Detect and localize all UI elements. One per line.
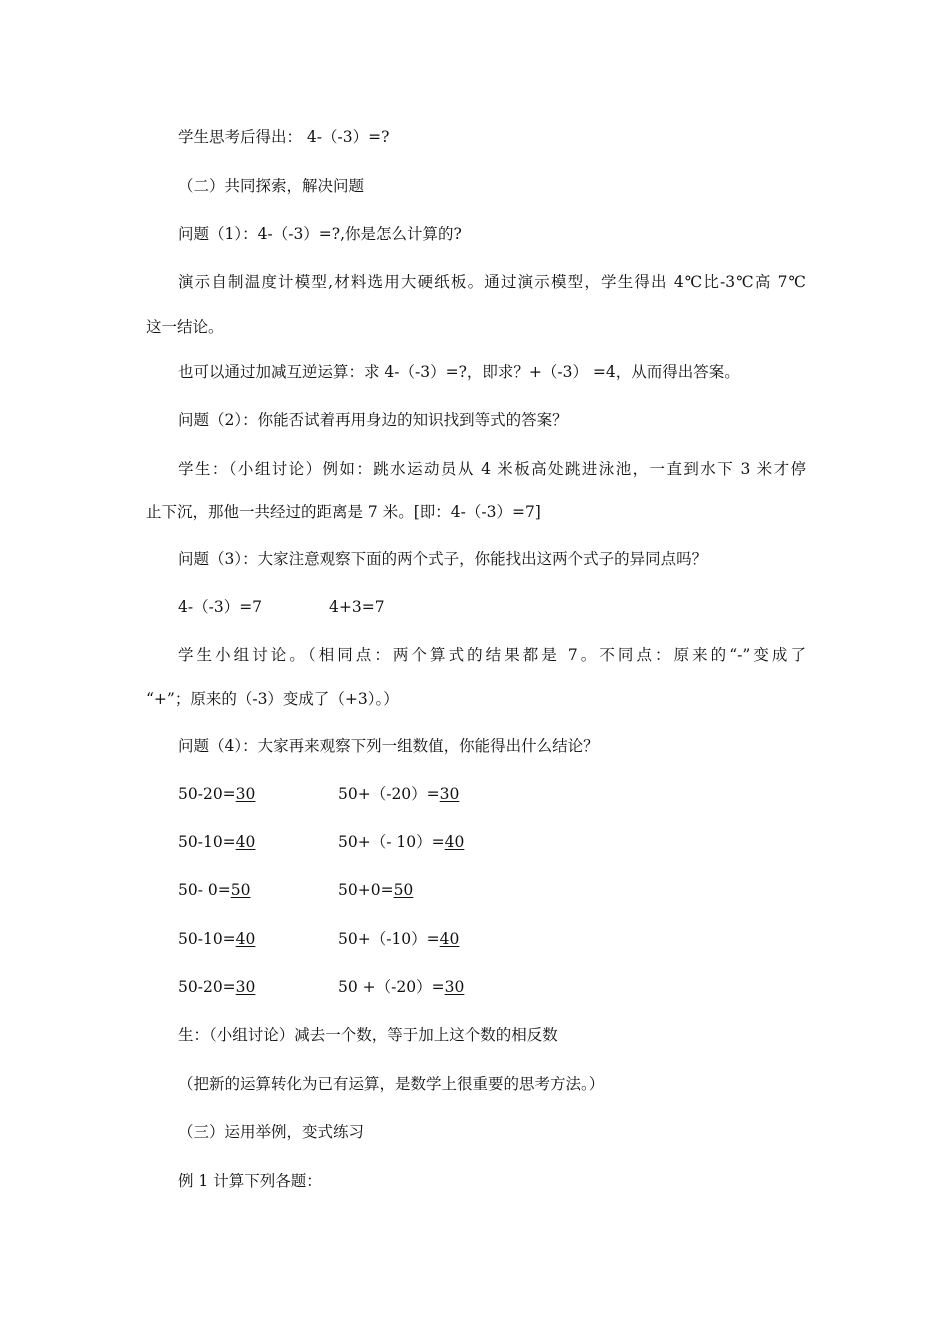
question-4: 问题（4）：大家再来观察下列一组数值，你能得出什么结论？ bbox=[178, 737, 599, 755]
equation-right bbox=[338, 880, 413, 900]
discussion-line-1: 学生小组讨论。（相同点：两个算式的结果都是 7。不同点：原来的“-”变成了 bbox=[178, 646, 806, 664]
equation-left-answer: 50 bbox=[230, 881, 251, 899]
expression-b: 4+3=7 bbox=[329, 598, 385, 616]
example-1-heading: 例 1 计算下列各题： bbox=[178, 1172, 322, 1190]
equation-right-answer: 30 bbox=[444, 978, 465, 996]
student-conclusion: 生：（小组讨论）减去一个数，等于加上这个数的相反数 bbox=[178, 1026, 558, 1044]
demo-paragraph-line-1: 演示自制温度计模型,材料选用大硬纸板。通过演示模型，学生得出 4℃比-3℃高 7℃ bbox=[178, 273, 806, 291]
equation-right bbox=[338, 784, 459, 804]
question-3: 问题（3）：大家注意观察下面的两个式子，你能找出这两个式子的异同点吗？ bbox=[178, 550, 708, 568]
equation-right bbox=[338, 929, 459, 949]
student-example-line-2: 止下沉，那他一共经过的距离是 7 米。[即：4-（-3）=7] bbox=[146, 503, 541, 521]
inverse-operation-line: 也可以通过加减互逆运算：求 4-（-3）=?，即求？+（-3） =4，从而得出答案。 bbox=[178, 363, 740, 381]
equation-right bbox=[338, 977, 464, 997]
equation-right-answer: 40 bbox=[444, 833, 465, 851]
question-2: 问题（2）：你能否试着再用身边的知识找到等式的答案？ bbox=[178, 411, 568, 429]
equation-left bbox=[178, 880, 250, 900]
equation-left bbox=[178, 929, 255, 949]
equation-right-expr: 50+0= bbox=[338, 881, 394, 899]
equation-left-expr: 50-20= bbox=[178, 785, 236, 803]
equation-right-expr: 50+（- 10）= bbox=[338, 833, 445, 851]
section-heading-explore: （二）共同探索，解决问题 bbox=[178, 177, 365, 195]
section-heading-practice: （三）运用举例，变式练习 bbox=[178, 1123, 365, 1141]
equation-left-expr: 50-10= bbox=[178, 930, 236, 948]
question-1: 问题（1）：4-（-3）=?,你是怎么计算的? bbox=[178, 225, 462, 243]
equation-left-expr: 50-20= bbox=[178, 978, 236, 996]
equation-left bbox=[178, 784, 255, 804]
discussion-line-2: “+”；原来的（-3）变成了（+3）。） bbox=[146, 690, 399, 708]
equation-right-expr: 50 +（-20）= bbox=[338, 978, 445, 996]
equation-left-answer: 30 bbox=[235, 785, 256, 803]
equation-right-expr: 50+（-20）= bbox=[338, 785, 440, 803]
equation-right-answer: 50 bbox=[393, 881, 414, 899]
equation-left-expr: 50- 0= bbox=[178, 881, 231, 899]
equation-right bbox=[338, 832, 464, 852]
equation-left-answer: 30 bbox=[235, 978, 256, 996]
student-example-line-1: 学生：（小组讨论）例如：跳水运动员从 4 米板高处跳进泳池，一直到水下 3 米才停 bbox=[178, 460, 806, 478]
expression-a: 4-（-3）=7 bbox=[178, 598, 263, 616]
equation-left bbox=[178, 832, 255, 852]
student-result-line: 学生思考后得出： 4-（-3）=? bbox=[178, 128, 390, 146]
equation-left bbox=[178, 977, 255, 997]
equation-right-answer: 40 bbox=[439, 930, 460, 948]
equation-right-answer: 30 bbox=[439, 785, 460, 803]
equation-right-expr: 50+（-10）= bbox=[338, 930, 440, 948]
equation-left-answer: 40 bbox=[235, 833, 256, 851]
equation-left-expr: 50-10= bbox=[178, 833, 236, 851]
demo-paragraph-line-2: 这一结论。 bbox=[146, 318, 224, 336]
method-note: （把新的运算转化为已有运算，是数学上很重要的思考方法。） bbox=[178, 1075, 605, 1093]
equation-left-answer: 40 bbox=[235, 930, 256, 948]
